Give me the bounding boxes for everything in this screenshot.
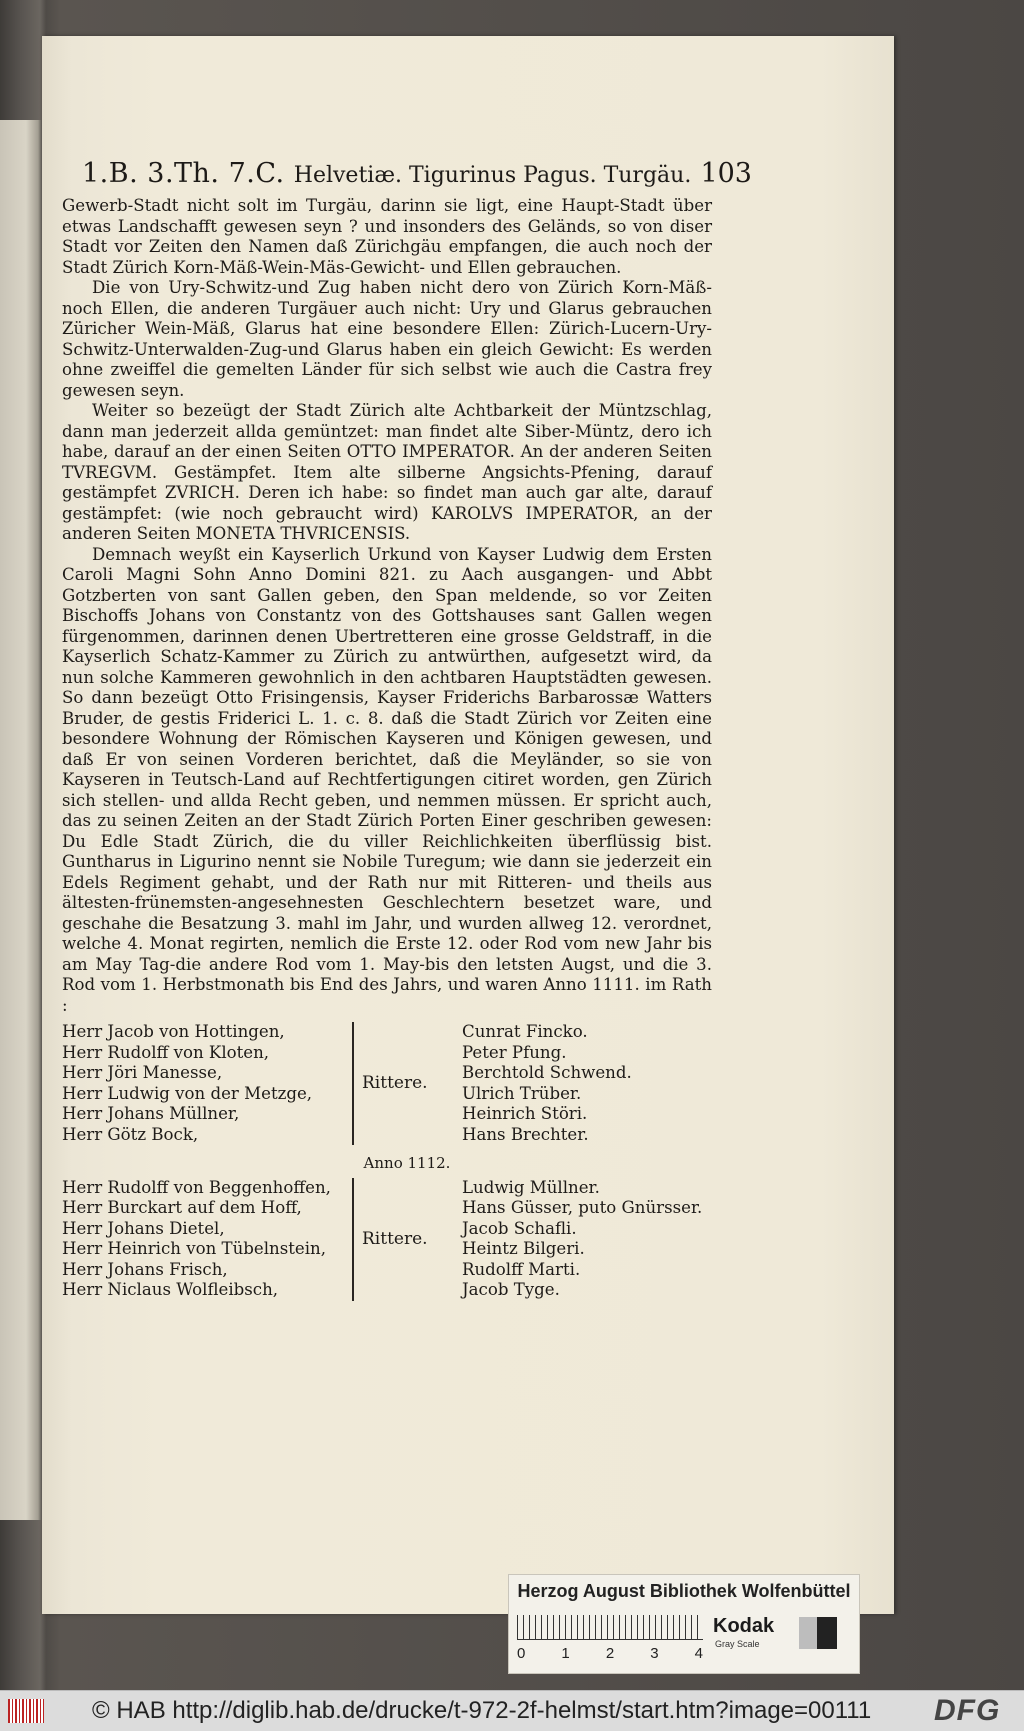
member-name: Ulrich Trüber. [462, 1083, 582, 1103]
knight-name: Herr Johans Dietel, [62, 1218, 225, 1238]
ruler-number: 1 [561, 1645, 570, 1662]
scale-ruler [517, 1615, 703, 1640]
council-list-1112 [62, 1178, 712, 1301]
kodak-subtitle: Gray Scale [715, 1639, 760, 1649]
member-name: Hans Güsser, puto Gnürsser. [462, 1198, 703, 1217]
knight-name: Herr Niclaus Wolfleibsch, [62, 1280, 279, 1299]
kodak-logo: Kodak [713, 1615, 775, 1637]
card-title: Herzog August Bibliothek Wolfenbüttel [517, 1581, 851, 1601]
paragraph: Die von Ury-Schwitz-und Zug haben nicht dero von Zürich Korn-Mäß-noch Ellen, die anderen Turgäuer auch nicht: Ury und Glarus gebrauchen Züricher Wein-Mäß, Glarus hat eine besondere Ellen: Zürich-Lucern-Ury-Schwitz-Unterwalden-Zug-und Glarus haben ein gleich Gewicht: Es werden ohne zweiffel die gemelten Länder für sich selbst wie auch die Castra frey gewesen seyn. [62, 278, 712, 400]
member-name: Hans Brechter. [462, 1124, 589, 1144]
page-title: Helvetiæ. Tigurinus Pagus. Turgäu. [293, 163, 692, 188]
paragraph: Demnach weyßt ein Kayserlich Urkund von Kayser Ludwig dem Ersten Caroli Magni Sohn Anno Domini 821. zu Aach ausgangen- und Abbt Gotzberten von sant Gallen geben, den Span meldende, so vor Zeiten Bischoffs Johans von Constantz von des Gottshauses sant Gallen wegen fürgenommen, darinnen denen Ubertretteren eine grosse Geldstraff, in die Kayserlich Schatz-Kammer zu Zürich zu antwürthen, aufgesetzt wird, da nun solche Kammeren gewohnlich in den achtbaren Hauptstädten gewesen. So dann bezeügt Otto Frisingensis, Kayser Friderichs Barbarossæ Watters Bruder, de gestis Friderici L. 1. c. 8. daß die Stadt Zürich vor Zeiten eine besondere Wohnung der Römischen Kayseren und Königen gewesen, und daß Er von seinen Vorderen berichtet, daß die Meyländer, so sie von Kayseren in Teutsch-Land auf Rechtfertigungen citiret worden, gen Zürich sich stellen- und allda Recht geben, und nemmen müssen. Er spricht auch, das zu seinen Zeiten an der Stadt Zürich Porten Einer geschriben gewesen: Du Edle Stadt Zürich, die du viller Reichlichkeiten überflüssig bist. Guntharus in Ligurino nennt sie Nobile Turegum; wie dann sie jederzeit ein Edels Regiment gehabt, und der Rath nur mit Ritteren- und theils aus ältesten-frünemsten-angesehnesten Geschlechtern besetzet ware, und geschahe die Besatzung 3. mahl im Jahr, und wurden allweg 12. verordnet, welche 4. Monat regirten, nemlich die Erste 12. oder Rod vom new Jahr bis am May Tag-die andere Rod vom 1. May-bis den letsten Augst, und die 3. Rod vom 1. Herbstmonath bis End des Jahrs, und waren Anno 1111. im Rath : [62, 544, 712, 1015]
member-name: Heintz Bilgeri. [462, 1239, 585, 1258]
knights-list [62, 1022, 352, 1145]
members-list [462, 1178, 712, 1301]
ruler-number: 0 [517, 1645, 526, 1662]
rittere-label: Rittere. [362, 1073, 428, 1094]
paragraph: Weiter so bezeügt der Stadt Zürich alte Achtbarkeit der Müntzschlag, dann man jederzeit allda gemüntzet: man findet alte Siber-Müntz, dero ich habe, darauf an der einen Seiten OTTO IMPERATOR. An der anderen Seiten TVREGVM. Gestämpfet. Item alte silberne Angsichts-Pfening, darauf gestämpfet ZVRICH. Deren ich habe: so findet man auch gar alte, darauf gestämpfet: (wie noch gebraucht wird) KAROLVS IMPERATOR, an der anderen Seiten MONETA THVRICENSIS. [62, 401, 712, 543]
ruler-numbers [517, 1645, 703, 1662]
knights-list [62, 1178, 352, 1301]
member-name: Rudolff Marti. [462, 1259, 581, 1279]
member-name: Heinrich Störi. [462, 1104, 588, 1123]
knight-name: Herr Rudolff von Beggenhoffen, [62, 1177, 331, 1197]
running-head [82, 158, 752, 198]
gray-patch [799, 1617, 817, 1649]
rittere-label: Rittere. [362, 1228, 428, 1249]
ruler-number: 3 [650, 1645, 659, 1662]
color-calibration-card [508, 1574, 860, 1674]
knight-name: Herr Ludwig von der Metzge, [62, 1083, 313, 1103]
knight-name: Herr Burckart auf dem Hoff, [62, 1198, 302, 1217]
knight-name: Herr Heinrich von Tübelnstein, [62, 1239, 327, 1258]
council-list-1111 [62, 1022, 712, 1145]
year-label: Anno 1112. [363, 1154, 451, 1172]
previous-page-edge [0, 120, 42, 1520]
dfg-logo: DFG [934, 1694, 1001, 1727]
section-marker: 1.B. 3.Th. 7.C. [82, 158, 285, 189]
ruler-number: 4 [694, 1645, 703, 1662]
member-name: Berchtold Schwend. [462, 1063, 632, 1082]
source-link[interactable]: © HAB http://diglib.hab.de/drucke/t-972-2f-helmst/start.htm?image=00111 [92, 1697, 872, 1724]
paragraph: Gewerb-Stadt nicht solt im Turgäu, darinn sie ligt, eine Haupt-Stadt über etwas Landschafft gewesen seyn ? und insonders des Geländs, so von diser Stadt vor Zeiten den Namen daß Zürichgäu empfangen, die auch noch der Stadt Zürich Korn-Mäß-Wein-Mäs-Gewicht- und Ellen gebrauchen. [62, 196, 712, 277]
bracket [352, 1178, 354, 1301]
member-name: Peter Pfung. [462, 1042, 567, 1062]
bracket [352, 1022, 354, 1145]
black-patch [817, 1617, 837, 1649]
member-name: Jacob Schafli. [462, 1218, 577, 1238]
knight-name: Herr Jacob von Hottingen, [62, 1022, 285, 1041]
member-name: Cunrat Fincko. [462, 1022, 588, 1041]
members-list [462, 1022, 712, 1145]
knight-name: Herr Johans Frisch, [62, 1259, 228, 1279]
member-name: Jacob Tyge. [462, 1280, 560, 1299]
bracket-group [352, 1178, 462, 1301]
knight-name: Herr Götz Bock, [62, 1124, 199, 1144]
knight-name: Herr Johans Müllner, [62, 1104, 240, 1123]
ruler-number: 2 [605, 1645, 615, 1662]
barcode-icon [8, 1699, 44, 1723]
page-number: 103 [700, 158, 752, 189]
member-name: Ludwig Müllner. [462, 1177, 600, 1197]
knight-name: Herr Jöri Manesse, [62, 1063, 223, 1082]
bracket-group [352, 1022, 462, 1145]
knight-name: Herr Rudolff von Kloten, [62, 1042, 270, 1062]
footer-bar [0, 1690, 1024, 1731]
body-text [62, 196, 712, 1301]
